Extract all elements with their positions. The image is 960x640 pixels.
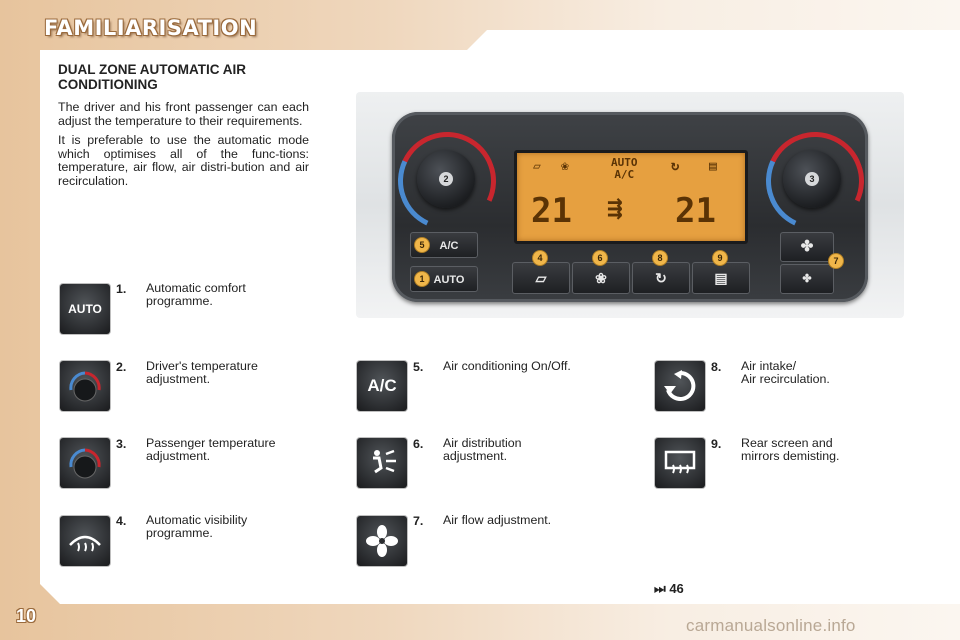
reference-page: 46	[669, 581, 684, 596]
ac-icon	[357, 361, 407, 411]
rear-demist-icon: ▤	[714, 270, 728, 286]
item-text-1: Automatic comfort programme.	[146, 281, 246, 308]
callout-1: 1	[415, 272, 429, 286]
driver-temperature-knob	[417, 150, 475, 208]
windscreen-demist-icon	[60, 516, 110, 566]
item-number-1: 1.	[116, 282, 127, 296]
fan-up-button[interactable]	[780, 232, 834, 262]
lcd-ac-label: A/C	[614, 168, 635, 181]
item-text-2: Driver's temperature adjustment.	[146, 359, 258, 386]
recirculation-button[interactable]	[632, 262, 690, 294]
visibility-button[interactable]	[512, 262, 570, 294]
item-text-9: Rear screen and mirrors demisting.	[741, 436, 840, 463]
auto-icon	[60, 284, 110, 334]
air-distribution-icon	[357, 438, 407, 488]
ac-icon-label: A/C	[367, 376, 397, 395]
fan-icon	[357, 516, 407, 566]
section-title: DUAL ZONE AUTOMATIC AIR CONDITIONING	[58, 62, 246, 92]
item-number-4: 4.	[116, 514, 127, 528]
callout-6: 6	[593, 251, 607, 265]
page-number: 10	[16, 606, 37, 626]
intro-paragraph-2: It is preferable to use the automatic mode which optimises all of the func-tions: temperature, air flow, air distri-bution and air recirculation.	[58, 133, 309, 188]
rear-demist-button[interactable]	[692, 262, 750, 294]
item-number-2: 2.	[116, 360, 127, 374]
auto-button-label: AUTO	[433, 274, 465, 286]
callout-2: 2	[439, 172, 453, 186]
callout-4: 4	[533, 251, 547, 265]
item-number-5: 5.	[413, 360, 424, 374]
page-reference[interactable]	[654, 581, 684, 597]
lcd-auto-ac	[611, 157, 638, 181]
passenger-temperature-knob	[783, 150, 841, 208]
item-number-9: 9.	[711, 437, 722, 451]
recirculation-icon: ↻	[655, 270, 667, 286]
callout-8: 8	[653, 251, 667, 265]
windscreen-icon: ▱	[535, 270, 547, 286]
distribution-icon: ❀	[595, 270, 607, 286]
lcd-demist-icon: ▱	[533, 159, 541, 174]
lcd-airflow-icon: ⇶	[607, 193, 623, 223]
ac-button-label: A/C	[439, 240, 459, 252]
recirculation-icon	[655, 361, 705, 411]
item-text-8: Air intake/ Air recirculation.	[741, 359, 830, 386]
item-text-3: Passenger temperature adjustment.	[146, 436, 276, 463]
intro-paragraph-1: The driver and his front passenger can each adjust the temperature to their requirements.	[58, 100, 309, 128]
callout-7: 7	[829, 254, 843, 268]
lcd-display	[514, 150, 748, 244]
temperature-knob-icon	[60, 361, 110, 411]
item-text-4: Automatic visibility programme.	[146, 513, 248, 540]
reference-arrow-icon: ⏭	[654, 581, 666, 596]
item-text-6: Air distribution adjustment.	[443, 436, 522, 463]
lcd-temp-right: 21	[675, 191, 716, 231]
callout-5: 5	[415, 238, 429, 252]
lcd-rear-demist-icon: ▤	[709, 159, 717, 174]
page-title: FAMILIARISATION	[44, 16, 258, 40]
intro-text	[58, 101, 309, 194]
item-text-5: Air conditioning On/Off.	[443, 359, 571, 373]
fan-down-button[interactable]	[780, 264, 834, 294]
temperature-knob-icon	[60, 438, 110, 488]
item-number-7: 7.	[413, 514, 424, 528]
item-text-7: Air flow adjustment.	[443, 513, 552, 527]
watermark: carmanualsonline.info	[686, 616, 856, 635]
item-number-6: 6.	[413, 437, 424, 451]
callout-3: 3	[805, 172, 819, 186]
item-number-3: 3.	[116, 437, 127, 451]
lcd-recirculation-icon: ↻	[671, 158, 680, 174]
fan-large-icon: ✤	[800, 238, 814, 255]
lcd-temp-left: 21	[531, 191, 572, 231]
lcd-distribution-icon: ❀	[561, 159, 569, 174]
fan-small-icon: ✤	[802, 273, 812, 285]
rear-screen-demist-icon	[655, 438, 705, 488]
lcd-auto-label: AUTO	[611, 156, 638, 169]
distribution-button[interactable]	[572, 262, 630, 294]
item-number-8: 8.	[711, 360, 722, 374]
auto-icon-label: AUTO	[68, 302, 102, 316]
callout-9: 9	[713, 251, 727, 265]
